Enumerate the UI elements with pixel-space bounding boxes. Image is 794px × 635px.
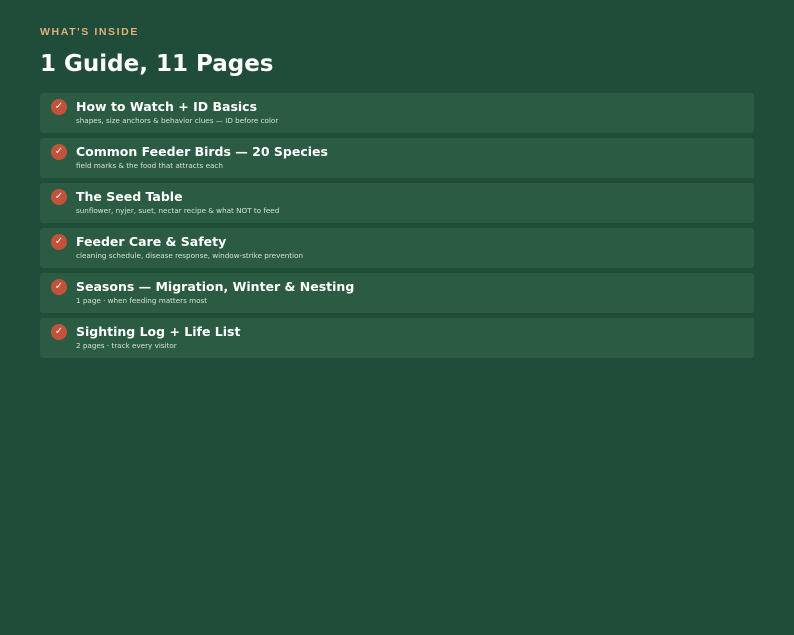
check-icon: ✓ bbox=[51, 189, 67, 205]
list-item bbox=[40, 318, 754, 358]
item-title: Common Feeder Birds — 20 Species bbox=[76, 144, 328, 159]
item-subtitle: field marks & the food that attracts each bbox=[76, 161, 223, 170]
item-subtitle: 2 pages · track every visitor bbox=[76, 341, 177, 350]
item-title: Seasons — Migration, Winter & Nesting bbox=[76, 279, 355, 294]
contents-list bbox=[40, 93, 754, 358]
check-icon: ✓ bbox=[51, 324, 67, 340]
check-icon: ✓ bbox=[51, 99, 67, 115]
item-subtitle: sunflower, nyjer, suet, nectar recipe & what NOT to feed bbox=[76, 206, 280, 215]
list-item bbox=[40, 138, 754, 178]
item-subtitle: cleaning schedule, disease response, window-strike prevention bbox=[76, 251, 304, 260]
check-icon: ✓ bbox=[51, 279, 67, 295]
item-title: The Seed Table bbox=[76, 189, 183, 204]
section-eyebrow: WHAT'S INSIDE bbox=[40, 26, 139, 38]
item-title: Feeder Care & Safety bbox=[76, 234, 227, 249]
list-item bbox=[40, 228, 754, 268]
check-icon: ✓ bbox=[51, 144, 67, 160]
item-subtitle: 1 page · when feeding matters most bbox=[76, 296, 208, 305]
page-title: 1 Guide, 11 Pages bbox=[40, 51, 274, 77]
check-icon: ✓ bbox=[51, 234, 67, 250]
item-subtitle: shapes, size anchors & behavior clues — ID before color bbox=[76, 116, 279, 125]
list-item bbox=[40, 93, 754, 133]
item-title: How to Watch + ID Basics bbox=[76, 99, 258, 114]
list-item bbox=[40, 183, 754, 223]
item-title: Sighting Log + Life List bbox=[76, 324, 241, 339]
list-item bbox=[40, 273, 754, 313]
